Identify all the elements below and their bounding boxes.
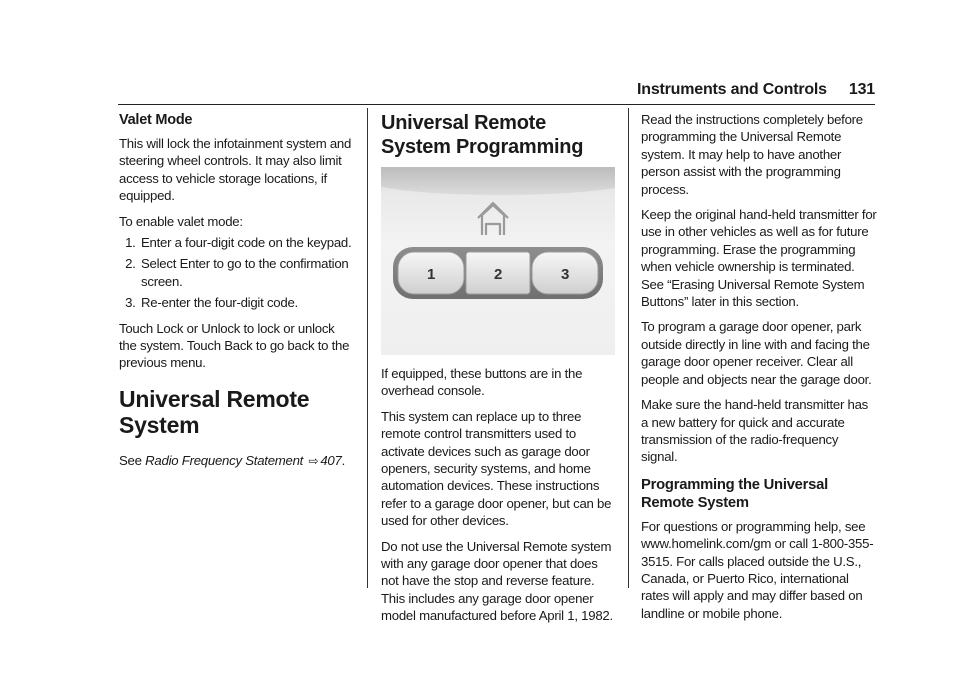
valet-mode-heading: Valet Mode — [119, 112, 193, 128]
see-prefix: See — [119, 452, 146, 468]
battery-para: Make sure the hand-held transmitter has a new battery for quick and accurate transmission of the radio-frequency signal. — [641, 397, 869, 465]
page-number: 131 — [848, 81, 875, 98]
radio-frequency-link[interactable]: Radio Frequency Statement — [145, 452, 304, 468]
console-illustration — [381, 167, 615, 355]
stop-reverse-warning: Do not use the Universal Remote system with any garage door opener that does not have the stop and reverse feature. This includes any garage door opener model manufactured before April 1, 1982. — [381, 538, 613, 624]
read-instructions-para: Read the instructions completely before programming the Universal Remote system. It may help to have another person assist with the programming process. — [641, 112, 863, 197]
see-suffix: . — [341, 452, 346, 468]
button-label: 1 — [426, 266, 436, 283]
see-reference — [119, 452, 355, 470]
column-divider-right — [628, 108, 629, 588]
help-contact-para: For questions or programming help, see www.homelink.com/gm or call 1-800-355-3515. For calls placed outside the U.S., Canada, or Puerto Rico, international rates will apply and may differ based on landline or mobile phone. — [641, 518, 874, 621]
column-left — [119, 111, 355, 478]
valet-steps-list — [119, 234, 355, 312]
page-header — [560, 81, 875, 99]
column-right — [641, 111, 877, 630]
page-ref-arrow-icon: ⇨ — [308, 453, 319, 468]
system-capability-description: This system can replace up to three remote control transmitters used to activate devices such as garage door openers, security systems, and home automation devices. These instructions refer to a garage door opener, but can be used for other devices. — [381, 408, 612, 529]
valet-step: 2. Select Enter to go to the confirmation screen. — [139, 255, 355, 290]
button-label: 2 — [493, 266, 503, 283]
universal-remote-heading: Universal Remote System — [119, 385, 310, 438]
valet-step: 1. Enter a four-digit code on the keypad. — [139, 234, 355, 251]
location-description: If equipped, these buttons are in the overhead console. — [381, 366, 583, 399]
valet-step: 3. Re-enter the four-digit code. — [139, 294, 355, 311]
lock-unlock-description: Touch Lock or Unlock to lock or unlock the system. Touch Back to go back to the previous menu. — [119, 320, 350, 371]
overhead-console-figure — [381, 167, 615, 355]
garage-house-icon — [478, 203, 508, 235]
urs-programming-heading: Universal Remote System Programming — [381, 112, 584, 158]
column-divider-left — [367, 108, 368, 588]
valet-mode-description: This will lock the infotainment system and steering wheel controls. It may also limit access to vehicle storage locations, if equipped. — [119, 136, 352, 204]
keep-transmitter-para: Keep the original hand-held transmitter for use in other vehicles as well as for future programming. Erase the programming when vehicle ownership is terminated. See “Erasing Universal Remote System Buttons” later in this section. — [641, 207, 877, 310]
section-title: Instruments and Controls — [637, 81, 827, 98]
park-outside-para: To program a garage door opener, park outside directly in line with and facing the garage door opener receiver. Clear all people and objects near the garage door. — [641, 319, 872, 387]
programming-subheading: Programming the Universal Remote System — [641, 476, 828, 511]
button-label: 3 — [560, 266, 570, 283]
enable-valet-intro: To enable valet mode: — [119, 213, 243, 229]
see-page-number[interactable]: 407 — [320, 452, 342, 468]
header-rule — [118, 104, 875, 105]
column-middle — [381, 111, 617, 633]
